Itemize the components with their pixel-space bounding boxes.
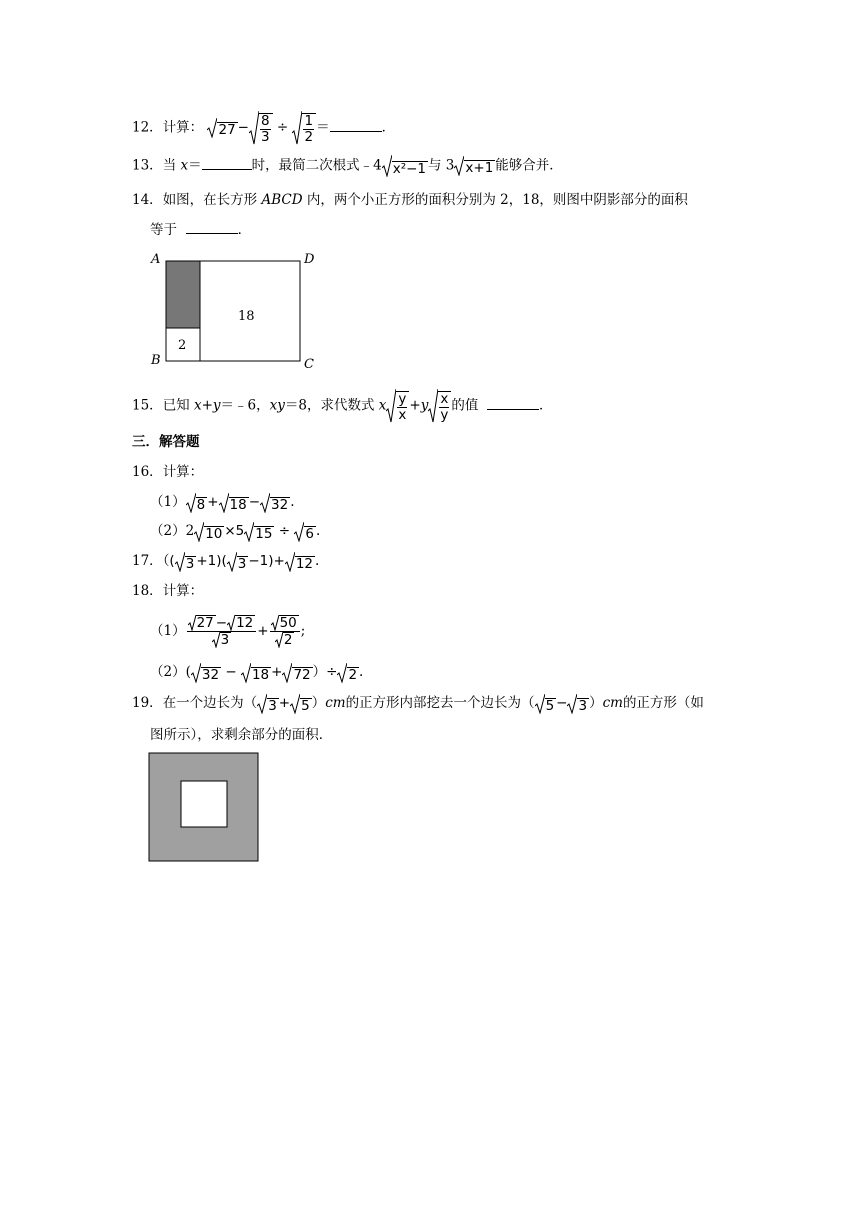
label-18: 18	[238, 309, 255, 324]
sqrt-x2-minus-1	[382, 155, 428, 177]
question-14	[132, 190, 688, 210]
sqrt-x-plus-1	[454, 156, 495, 176]
question-number: 14．	[132, 192, 163, 208]
question-number: 12．	[132, 119, 163, 136]
text: 当	[162, 157, 177, 174]
radicand: 3	[185, 555, 195, 572]
sqrt-32	[191, 663, 221, 683]
sqrt-3	[227, 552, 249, 572]
denominator: 2	[304, 129, 314, 145]
text: 能够合并．	[495, 157, 563, 174]
text: 已知	[162, 397, 190, 414]
rect-label: ABCD	[261, 192, 303, 208]
sqrt-15	[244, 522, 274, 542]
part-label: （2）2	[150, 523, 195, 539]
sqrt-y-over-x	[386, 389, 409, 423]
fraction-1: 27 − 12 3	[187, 615, 257, 648]
question-16	[132, 462, 203, 482]
question-19-cont	[150, 725, 332, 745]
question-16-part-2: （2）2 10 ×5 15 ÷ 6 .	[150, 523, 321, 542]
sqrt-32	[260, 493, 290, 513]
sqrt-3	[257, 694, 279, 714]
expr: x+y	[193, 397, 221, 414]
unit: cm	[325, 695, 346, 711]
question-15	[132, 389, 552, 423]
label-b: B	[151, 353, 161, 368]
question-number: 15．	[132, 397, 163, 414]
question-16-part-1: （1） 8 + 18 − 32 .	[150, 494, 295, 513]
radicand: 15	[255, 525, 273, 542]
radicand: 6	[305, 525, 314, 542]
radicand: 3	[220, 632, 230, 648]
numerator: y	[398, 391, 407, 407]
variable: x	[180, 157, 189, 174]
figure-14-rectangle	[148, 250, 318, 368]
part-label: （1）	[150, 494, 186, 510]
question-19	[132, 693, 704, 714]
text: +1)(	[196, 553, 227, 569]
plus-sign: +	[278, 695, 291, 711]
text: 如图，在长方形	[162, 192, 258, 208]
answer-blank[interactable]	[487, 397, 539, 410]
question-12: 12．计算： 27 − $\frac{8}{3}$ ÷ $\frac{1}{2}$ ＝ ．	[132, 113, 396, 145]
answer-blank[interactable]	[330, 119, 382, 132]
question-number: 16．	[132, 464, 163, 480]
question-number: 13．	[132, 157, 163, 174]
radicand: 27	[196, 615, 214, 631]
sqrt-2	[337, 663, 359, 683]
radicand: 3	[237, 555, 247, 572]
answer-blank[interactable]	[186, 221, 238, 234]
sqrt-72	[282, 663, 312, 683]
radicand: 50	[279, 615, 297, 631]
text: （(	[162, 553, 175, 569]
denominator: y	[440, 407, 449, 423]
text: 计算：	[162, 464, 204, 480]
question-number: 18．	[132, 583, 163, 599]
sqrt-3	[175, 552, 197, 572]
section-heading: 三．解答题	[132, 434, 200, 450]
text: ＝	[188, 157, 202, 174]
text: ＝﹣6，	[220, 397, 270, 414]
radicand: 2	[348, 666, 358, 683]
sqrt-x-over-y	[428, 389, 451, 423]
sqrt-12	[285, 552, 315, 572]
radicand: 27	[218, 122, 236, 138]
equals-sign: ＝	[316, 119, 330, 136]
fraction-2	[270, 615, 300, 648]
inner-square	[181, 781, 227, 827]
text: 的正方形内部挖去一个边长为（	[345, 695, 535, 711]
text: 计算：	[162, 583, 204, 599]
radicand: 12	[295, 555, 314, 572]
question-14-cont	[150, 220, 251, 240]
radicand: 2	[283, 632, 293, 648]
figure-19-squares	[148, 752, 260, 863]
radicand: 10	[205, 525, 223, 542]
text: −1)+	[248, 553, 285, 569]
denominator: 3	[260, 129, 270, 145]
text: 时，最简二次根式﹣4	[251, 157, 382, 174]
radicand: x+1	[465, 160, 494, 176]
denominator: x	[398, 407, 407, 423]
text: ）	[311, 695, 326, 711]
sqrt-8-over-3	[249, 111, 273, 145]
text: 的正方形（如	[622, 695, 704, 711]
question-17: 17．（( 3 +1)( 3 −1)+ 12 .	[132, 553, 320, 572]
text: 等于	[150, 222, 177, 238]
sqrt-5	[290, 694, 312, 714]
sqrt-1-over-2	[292, 111, 316, 145]
question-18-part-2: （2）( 32 − 18 + 72 ）÷ 2 .	[150, 664, 364, 683]
punct: ．	[381, 119, 396, 136]
part-label: （2）(	[150, 664, 191, 680]
variable: y	[420, 397, 429, 414]
sqrt-8	[186, 493, 208, 513]
label-2: 2	[178, 338, 187, 353]
numerator: 1	[304, 113, 314, 129]
divide-sign: ÷	[276, 119, 289, 136]
question-number: 19．	[132, 695, 163, 711]
radicand: 72	[293, 666, 311, 683]
sqrt-6	[294, 522, 316, 542]
numerator: 8	[260, 113, 270, 129]
label-a: A	[151, 252, 161, 267]
text: 在一个边长为（	[162, 695, 258, 711]
label-d: D	[304, 252, 315, 267]
part-label: （1）	[150, 623, 186, 639]
label-c: C	[304, 357, 314, 368]
sqrt-18	[241, 663, 271, 683]
plus-sign: +	[409, 397, 421, 414]
expr: xy	[269, 397, 285, 414]
sqrt-5	[535, 694, 557, 714]
question-number: 17．	[132, 553, 163, 569]
text: 与 3	[428, 157, 455, 174]
text: ＝8，求代数式	[284, 397, 375, 414]
text: 的值	[451, 397, 479, 414]
unit: cm	[602, 695, 623, 711]
text: ）÷	[312, 664, 338, 680]
sqrt-3	[567, 694, 589, 714]
variable: x	[378, 397, 387, 414]
shaded-region	[166, 261, 200, 328]
radicand: 32	[271, 496, 289, 513]
question-13	[132, 155, 563, 177]
punct: ．	[538, 397, 553, 414]
radicand: x²−1	[392, 161, 427, 177]
radicand: 5	[545, 697, 555, 714]
text: ）	[589, 695, 603, 711]
question-18-part-1: （1） 27 − 12 3 + $\frac{50}{2}$ ;	[150, 615, 306, 648]
question-18	[132, 581, 203, 601]
radicand: 8	[196, 496, 206, 513]
radicand: 3	[578, 697, 588, 714]
sqrt-18	[219, 493, 249, 513]
radicand: 18	[229, 496, 247, 513]
punct: ．	[237, 222, 252, 238]
numerator: x	[440, 391, 449, 407]
radicand: 5	[301, 697, 310, 714]
text: 内，两个小正方形的面积分别为 2，18，则图中阴影部分的面积	[306, 192, 688, 208]
sqrt-27	[207, 118, 237, 138]
radicand: 32	[201, 666, 220, 683]
sqrt-10	[194, 522, 224, 542]
radicand: 12	[236, 615, 254, 631]
question-text: 计算：	[162, 119, 204, 136]
answer-blank[interactable]	[202, 157, 252, 170]
text: 图所示），求剩余部分的面积．	[150, 727, 333, 743]
minus-sign: −	[556, 695, 568, 711]
radicand: 3	[268, 697, 277, 714]
radicand: 18	[251, 666, 270, 683]
